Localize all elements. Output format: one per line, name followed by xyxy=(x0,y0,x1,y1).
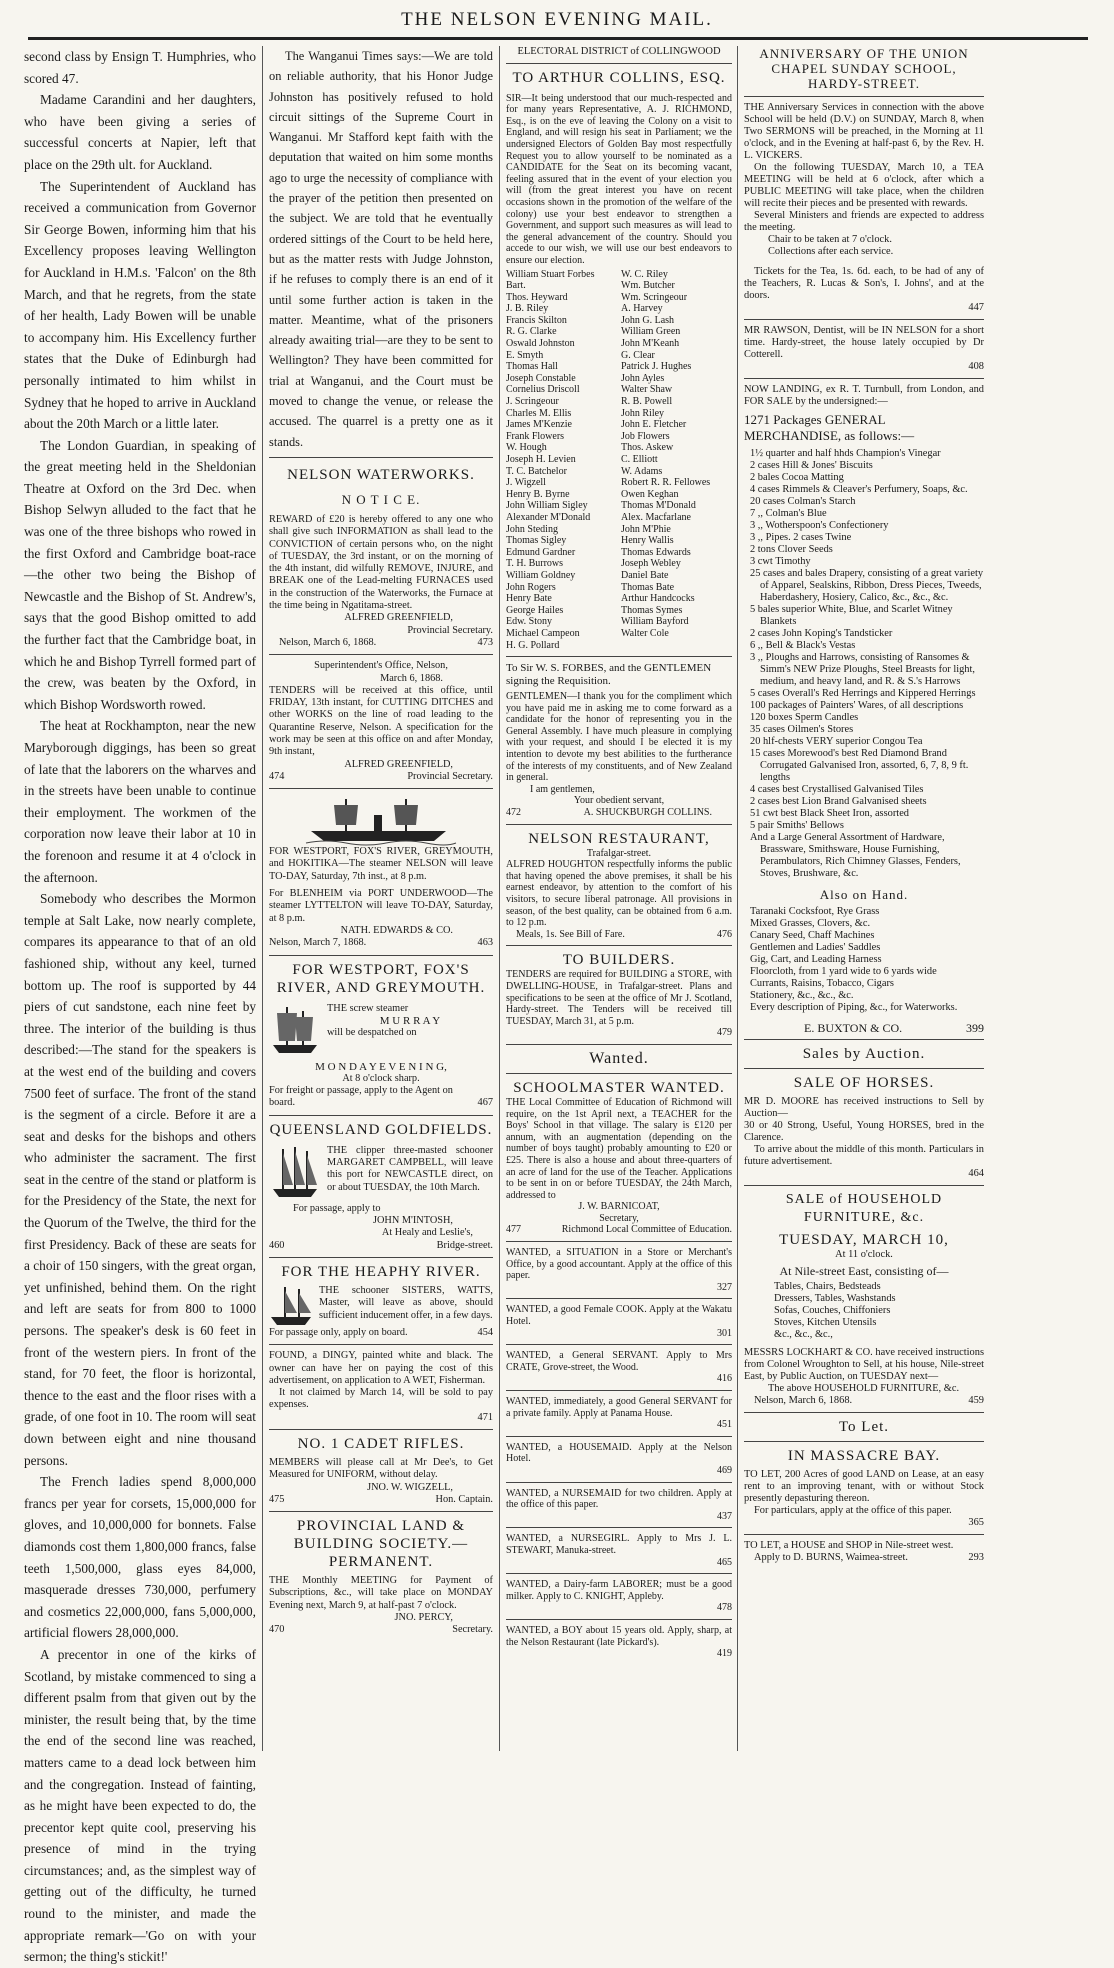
signatory-name: William Bayford xyxy=(621,616,689,628)
ad-body: TENDERS will be received at this office, until FRIDAY, 13th instant, for CUTTING DITCHES and other WORKS on the line of road leading to the Quarantine Reserve, Nelson. A specification for the work may be seen at this office on and after Monday, 9th instant, xyxy=(269,684,493,758)
ad-signature-title: Provincial Secretary. xyxy=(407,770,493,782)
wanted-list xyxy=(506,1241,732,1660)
ad-number: 465 xyxy=(717,1556,732,1568)
wanted-ad xyxy=(506,1625,732,1660)
merchandise-item: 4 cases best Crystallised Galvanised Tiles xyxy=(750,784,924,795)
ad-body: NOW LANDING, ex R. T. Turnbull, from London, and FOR SALE by the undersigned:— xyxy=(744,384,984,407)
ad-number: 463 xyxy=(477,937,493,949)
merchandise-item: And a Large General Assortment of Hardware, Brassware, Smithsware, House Furnishing, Perambulators, Rich Chimney Glasses, Fenders, Stoves, Brushware, &c. xyxy=(750,832,961,879)
signatory-name: John M'Keanh xyxy=(621,338,680,350)
signatory-name: Henry Wallis xyxy=(621,535,674,547)
ad-heading: NELSON WATERWORKS. xyxy=(287,466,475,483)
furniture-item: Tables, Chairs, Bedsteads xyxy=(774,1281,881,1292)
ad-number: 408 xyxy=(968,361,984,372)
merchandise-item: 25 cases and bales Drapery, consisting of a great variety of Apparel, Sealskins, Ribbon, Dress Pieces, Tweeds, Haberdashery, Hosiery, Calico, &c., &c., &c. xyxy=(750,568,984,603)
merchandise-item: 2 cases Hill & Jones' Biscuits xyxy=(750,460,873,471)
ad-number: 476 xyxy=(717,928,732,940)
ad-signature: JNO. W. WIGZELL, xyxy=(367,1481,453,1493)
news-paragraph: The heat at Rockhampton, near the new Maryborough diggings, has been so great of late that the laborers on the wharves and in the streets have been unable to continue their employment. The workmen of the corporation now leave their labor at 10 in the forenoon and resume it at 4 o'clock in the afternoon. xyxy=(24,718,256,885)
merchandise-item: 35 cases Oilmen's Stores xyxy=(750,724,854,735)
merchandise-item: 7 ,, Colman's Blue xyxy=(750,508,827,519)
ad-signature-address: At Healy and Leslie's, xyxy=(381,1227,473,1239)
signatory-name: A. Harvey xyxy=(621,303,663,315)
ad-number: 459 xyxy=(968,1395,984,1406)
ad-number: 460 xyxy=(269,1239,285,1251)
murray-steamer-ad xyxy=(269,961,493,1110)
signatory-name: Thomas Sigley xyxy=(506,535,567,547)
electoral-heading: ELECTORAL DISTRICT of COLLINGWOOD xyxy=(517,46,721,57)
merchandise-item: 20 hlf-chests VERY superior Congou Tea xyxy=(750,736,923,747)
ad-heading: QUEENSLAND GOLDFIELDS. xyxy=(269,1121,493,1138)
furniture-item: Sofas, Couches, Chiffoniers xyxy=(774,1305,891,1316)
ad-body: ALFRED HOUGHTON respectfully informs the public that having opened the above premises, it shall be his earnest endeavor, by attention to the comfort of his visitors, to secure liberal patronage. All provisions in season, of the best quality, can be obtained from 6 a.m. to 12 p.m. xyxy=(506,859,732,929)
wanted-ad xyxy=(506,1442,732,1477)
wanganui-article: The Wanganui Times says:—We are told on reliable authority, that his Honor Judge Johnston has positively refused to hold circuit sittings of the Supreme Court in Wanganui. Mr Stafford kept faith with the deputation that waited on him some months ago to urge the necessity of compliance with the prayer of the petition then presented on the subject. We are told that he eventually ordered sittings of the Court to be held here, but as the matter rests with Judge Johnston, if he refuses to comply there is an end of it until some further action is taken in the matter. Meantime, what of the prisoners already awaiting trial—are they to be sent to Wellington? They have been committed for trial at Wanganui, and the Court must be moved to change the venue, or release the accused. The quarrel is a pretty one as it stands. xyxy=(269,49,493,449)
signatory-name: John Riley xyxy=(621,407,665,419)
ad-number: 467 xyxy=(477,1097,493,1109)
ad-number: 470 xyxy=(269,1624,285,1636)
ad-signature-title: Richmond Local Committee of Education. xyxy=(561,1224,732,1236)
ad-body: FOUND, a DINGY, painted white and black. The owner can have her on paying the cost of this advertisement, on application to A WET, Fisherman. xyxy=(269,1350,493,1386)
reply-body: GENTLEMEN—I thank you for the compliment which you have paid me in asking me to come forward as a candidate for the honor of representing you in the General Assembly. I have much pleasure in complying with your request, and should I be elected it is my intention to devote my best abilities to the furtherance of the interests of my constituents, and of New Zealand in general. xyxy=(506,691,732,784)
ad-date: Nelson, March 7, 1868. xyxy=(269,937,367,949)
ad-signature: JNO. PERCY, xyxy=(394,1612,453,1624)
ad-body: THE Anniversary Services in connection with the above School will be held (D.V.) on SUNDAY, March 8, when Two SERMONS will be preached, in the Morning at 11 o'clock, and in the Evening at half-past 6, by the Rev. H. L. VICKERS. xyxy=(744,102,984,161)
news-paragraph: The French ladies spend 8,000,000 francs per year for corsets, 15,000,000 for gloves, and 10,000,000 for bonnets. False diamonds cost them 1,800,000 francs, false teeth 1,500,000, glass eyes 84,000, masquerade dresses 730,000, perfumery and cosmetics 22,000,000, fans 5,000,000, artificial flowers 28,000,000. xyxy=(24,1474,256,1641)
ad-number: 479 xyxy=(717,1027,732,1039)
signatory-name: Thomas Edwards xyxy=(621,546,691,558)
ad-number: 475 xyxy=(269,1493,285,1505)
ad-signature: E. BUXTON & CO. xyxy=(804,1021,903,1035)
vessel-name: M U R R A Y xyxy=(379,1014,441,1027)
ad-signature-title: Secretary, xyxy=(599,1212,639,1224)
section-heading: Wanted. xyxy=(589,1049,649,1067)
signatory-name: G. Clear xyxy=(621,349,655,361)
ad-body: WANTED, a HOUSEMAID. Apply at the Nelson Hotel. xyxy=(506,1441,732,1465)
ad-number: 454 xyxy=(477,1326,493,1338)
westport-steamer-ad xyxy=(269,846,493,949)
ad-line: THE screw steamer xyxy=(327,1002,409,1014)
signatory-name: W. C. Riley xyxy=(621,268,668,280)
ad-heading: PROVINCIAL LAND & BUILDING SOCIETY.—PERMANENT. xyxy=(293,1518,469,1571)
signatory-name: William Stuart Forbes xyxy=(506,268,595,280)
signatory-name: Arthur Handcocks xyxy=(621,593,695,605)
also-item: Stationery, &c., &c., &c. xyxy=(750,990,854,1001)
column-three xyxy=(506,46,732,1751)
signatory-name: Joseph H. Levien xyxy=(506,454,576,465)
ad-body: WANTED, a General SERVANT. Apply to Mrs CRATE, Grove-street, the Wood. xyxy=(506,1350,732,1373)
ad-number: 447 xyxy=(968,302,984,313)
ad-line: Collections after each service. xyxy=(768,246,894,257)
signatory-name: C. Elliott xyxy=(621,454,658,465)
ad-number: 293 xyxy=(968,1552,984,1563)
ad-line: The above HOUSEHOLD FURNITURE, &c. xyxy=(768,1383,960,1394)
also-item: Mixed Grasses, Clovers, &c. xyxy=(750,918,871,929)
schooner-icon xyxy=(269,1285,313,1327)
news-paragraph: Somebody who describes the Mormon temple at Salt Lake, now nearly complete, compares its appearance to that of an old fashioned ship, without any keel, turned bottom up. The roof is supported by 44 piers of cut sandstone, each nine feet by three. The interior of the building is thus described:—The stand for the speakers is at the west end of the building and covers 7500 feet of surface. The front of the stand is the segment of a circle. Before it are a seat and desks for the bishops and others who administer the sacrament. The first seat in the centre of the stand or platform is for the Presidency of the State, the next for the Quorum of the Twelve, the third for the first Presidency. Back of these are seats for a choir of 150 singers, with the great organ, yet unfinished, behind them. On the right and left are seats for from 800 to 1000 persons. The speaker's desk is 60 feet in front of the western piers. In front of the stand, for 70 feet, the floor is horizontal, thence to the east and the floor rises with a grade, of one foot in 10. The room will seat down between eight and nine thousand persons. xyxy=(24,891,256,1468)
ad-number: 478 xyxy=(717,1602,732,1614)
ad-body: TENDERS are required for BUILDING a STORE, with DWELLING-HOUSE, in Trafalgar-street. Plans and specifications to be seen at the office of Mr J. Scotland, Hardy-street. The Tenders will be received till TUESDAY, March 31, at 5 p.m. xyxy=(506,969,732,1027)
signatory-name: William Green xyxy=(621,326,681,338)
signatory-name: Robert R. R. Fellowes xyxy=(621,477,711,489)
signatory-name: R. B. Powell xyxy=(621,396,673,408)
ad-signature: JOHN M'INTOSH, xyxy=(372,1215,453,1227)
signatories xyxy=(506,269,732,652)
signatory-name: Charles M. Ellis xyxy=(506,407,572,419)
merchandise-list xyxy=(744,448,984,880)
ad-number: 464 xyxy=(968,1168,984,1179)
ad-body: It not claimed by March 14, will be sold to pay expenses. xyxy=(269,1387,493,1411)
masthead xyxy=(0,0,1114,38)
signatory-name: Walter Cole xyxy=(621,627,669,639)
ad-body: MR D. MOORE has received instructions to Sell by Auction— xyxy=(744,1096,984,1119)
wanted-ad xyxy=(506,1304,732,1339)
ad-signature-title: Provincial Secretary. xyxy=(407,624,493,636)
also-item: Canary Seed, Chaff Machines xyxy=(750,930,875,941)
signatory-name: Owen Keghan xyxy=(621,488,679,500)
sailing-ship-icon xyxy=(269,1003,321,1059)
ad-line: For passage, apply to xyxy=(293,1202,381,1214)
signatory-name: Wm. Scringeour xyxy=(621,291,688,303)
merchandise-item: 5 bales superior White, Blue, and Scarlet Witney Blankets xyxy=(750,604,953,627)
signatories-left xyxy=(506,269,617,652)
ad-subheading: Trafalgar-street. xyxy=(586,847,652,859)
merchandise-item: 1½ quarter and half hhds Champion's Vinegar xyxy=(750,448,941,459)
ad-body: 30 or 40 Strong, Useful, Young HORSES, bred in the Clarence. xyxy=(744,1120,984,1143)
ad-number: 365 xyxy=(968,1517,984,1528)
ad-body: For BLENHEIM via PORT UNDERWOOD—The steamer LYTTELTON will leave TO-DAY, Saturday, at 8 p.m. xyxy=(269,888,493,924)
signatory-name: T. H. Burrows xyxy=(506,558,564,570)
column-news xyxy=(24,46,256,1965)
ad-body: THE schooner SISTERS, WATTS, Master, will leave as above, should sufficient inducement offer, in a few days. xyxy=(319,1284,493,1321)
signatory-name: J. B. Riley xyxy=(506,303,549,315)
ad-time: At 8 o'clock sharp. xyxy=(342,1072,420,1084)
signatory-name: J. Wigzell xyxy=(506,477,546,489)
also-item: Currants, Raisins, Tobacco, Cigars xyxy=(750,978,894,989)
merchandise-item: 3 cwt Timothy xyxy=(750,556,811,567)
merchandise-item: 2 cases John Koping's Tandsticker xyxy=(750,628,893,639)
ad-body: Several Ministers and friends are expected to address the meeting. xyxy=(744,210,984,233)
signatory-name: Cornelius Driscoll xyxy=(506,384,580,396)
signatory-name: Thomas Symes xyxy=(621,604,683,616)
ad-signature: NATH. EDWARDS & CO. xyxy=(340,924,453,936)
newspaper-title: THE NELSON EVENING MAIL. xyxy=(401,9,713,30)
signatory-name: Oswald Johnston xyxy=(506,338,575,350)
requisition-body: SIR—It being understood that our much-respected and for many years Representative, A. J. RICHMOND, Esq., is on the eve of leaving the Colony on a visit to England, and will resign his seat in Parliament; we the undersigned Electors of Golden Bay most respectfully Request you to allow yourself to be nominated as a CANDIDATE for the Seat on its becoming vacant, feeling assured that in the event of your election you will (from the great interest you have on recent occasions shown in the promotion of the welfare of the colony) use your best endeavor to strengthen a Government, and support such measures as will lead to the general advancement of the country. Should you accede to our wish, we will use our best endeavors to ensure our election. xyxy=(506,92,732,266)
ad-heading: ANNIVERSARY OF THE UNION CHAPEL SUNDAY SCHOOL, HARDY-STREET. xyxy=(759,46,969,91)
ad-heading: TO BUILDERS. xyxy=(562,952,676,969)
wanted-ad xyxy=(506,1350,732,1385)
ad-number: 471 xyxy=(477,1411,493,1423)
steamship-icon xyxy=(306,795,456,845)
ad-body: THE Monthly MEETING for Payment of Subscriptions, &c., will take place on MONDAY Evening next, March 9, at half-past 7 o'clock. xyxy=(269,1575,493,1611)
wanted-ad xyxy=(506,1396,732,1431)
furniture-item: Dressers, Tables, Washstands xyxy=(774,1293,896,1304)
signatory-name: Thos. Askew xyxy=(621,442,674,454)
ad-body: WANTED, a SITUATION in a Store or Merchant's Office, by a good accountant. Apply at the office of this paper. xyxy=(506,1247,732,1282)
column-divider xyxy=(499,46,500,1751)
ad-number: 399 xyxy=(966,1021,984,1035)
ad-date: TUESDAY, MARCH 10, xyxy=(779,1232,949,1248)
signatory-name: Daniel Bate xyxy=(621,569,669,581)
ad-body: On the following TUESDAY, March 10, a TEA MEETING will be held at 6 o'clock, after which a PUBLIC MEETING will take place, when the children will recite their pieces and be presented with rewards. xyxy=(744,162,984,209)
merchandise-item: 51 cwt best Black Sheet Iron, assorted xyxy=(750,808,909,819)
ad-number: 416 xyxy=(717,1373,732,1385)
ad-heading: NELSON RESTAURANT, xyxy=(528,830,710,847)
merchandise-item: 120 boxes Sperm Candles xyxy=(750,712,859,723)
ad-body: TO LET, 200 Acres of good LAND on Lease, at an easy rent to an improving tenant, with or without Stock presently depasturing thereon. xyxy=(744,1469,984,1504)
ad-signature: ALFRED GREENFIELD, xyxy=(344,758,453,770)
ad-line: Chair to be taken at 7 o'clock. xyxy=(768,234,892,245)
cadet-rifles-ad xyxy=(269,1435,493,1506)
signatory-name: Joseph Webley xyxy=(621,558,681,570)
merchandise-item: 4 cases Rimmels & Cleaver's Perfumery, Soaps, &c. xyxy=(750,484,968,495)
wanted-ad xyxy=(506,1533,732,1568)
ad-body: MESSRS LOCKHART & CO. have received instructions from Colonel Wroughton to Sell, at his house, Nile-street East, by Public Auction, on TUESDAY next— xyxy=(744,1347,984,1382)
requisition-heading: TO ARTHUR COLLINS, ESQ. xyxy=(512,69,726,86)
signatory-name: Thomas M'Donald xyxy=(621,500,696,512)
ad-body: WANTED, a BOY about 15 years old. Apply, sharp, at the Nelson Restaurant (late Pickard's). xyxy=(506,1624,732,1648)
merchandise-item: 15 cases Morewood's best Red Diamond Brand Corrugated Galvanised Iron, assorted, 6, 7, 8, 9 ft. lengths xyxy=(750,748,969,783)
tenders-ad xyxy=(269,660,493,783)
ad-signature-address: Bridge-street. xyxy=(436,1239,493,1251)
ad-body: WANTED, immediately, a good General SERVANT for a private family. Apply at Panama House. xyxy=(506,1396,732,1419)
signatory-name: Edmund Gardner xyxy=(506,546,576,558)
also-item: Every description of Piping, &c., for Waterworks. xyxy=(750,1002,958,1013)
ad-heading: IN MASSACRE BAY. xyxy=(787,1448,941,1464)
signatory-name: Walter Shaw xyxy=(621,384,673,396)
reply-signature: A. SHUCKBURGH COLLINS. xyxy=(583,807,712,819)
signatory-name: Henry Bate xyxy=(506,593,552,605)
section-heading: Sales by Auction. xyxy=(802,1046,926,1062)
ad-signature: ALFRED GREENFIELD, xyxy=(344,612,453,624)
ad-number: 469 xyxy=(717,1464,732,1476)
ad-body: WANTED, a NURSEMAID for two children. Apply at the office of this paper. xyxy=(506,1487,732,1511)
heaphy-ad xyxy=(269,1263,493,1339)
merchandise-item: 2 cases best Lion Brand Galvanised sheets xyxy=(750,796,927,807)
signatory-name: Francis Skilton xyxy=(506,314,567,326)
merchandise-item: 5 pair Smiths' Bellows xyxy=(750,820,844,831)
ad-number: 474 xyxy=(269,770,285,782)
signatory-name: R. G. Clarke xyxy=(506,326,557,338)
signatory-name: William Goldney xyxy=(506,569,576,581)
ad-line: Meals, 1s. See Bill of Fare. xyxy=(516,928,625,940)
ad-number: 477 xyxy=(506,1224,521,1236)
signatory-name: T. C. Batchelor xyxy=(506,465,567,477)
signatory-name: Frank Flowers xyxy=(506,430,565,442)
ad-number: 472 xyxy=(506,807,521,819)
waterworks-ad xyxy=(269,466,493,649)
ad-body: THE clipper three-masted schooner MARGARET CAMPBELL, will leave this port for NEWCASTLE direct, on or about TUESDAY, the 10th March. xyxy=(327,1144,493,1193)
furniture-item: Stoves, Kitchen Utensils xyxy=(774,1317,877,1328)
ad-heading: SALE OF HORSES. xyxy=(793,1075,935,1091)
ad-number: 451 xyxy=(717,1419,732,1431)
ad-line: will be despatched on xyxy=(327,1027,417,1039)
building-society-ad xyxy=(269,1517,493,1636)
signatory-name: Alex. Macfarlane xyxy=(621,511,691,523)
schooner-icon xyxy=(269,1145,321,1203)
ad-body: Tickets for the Tea, 1s. 6d. each, to be had of any of the Teachers, R. Lucas & Son's, I. Johns', and at the doors. xyxy=(744,266,984,301)
masthead-rule xyxy=(28,37,1088,40)
ad-body: THE Local Committee of Education of Richmond will require, on the 1st April next, a TEACHER for the Boys' School in that village. The salary is £120 per annum, with an augmentation (depending on the number of boys taught) probably amounting to £20 or £25. There is also a house and about three-quarters of an acre of land for the use of the Teacher. Applications to be sent in on or before TUESDAY, the 24th March, addressed to xyxy=(506,1096,732,1201)
reply-closing: I am gentlemen, xyxy=(530,783,595,795)
ad-body: For particulars, apply at the office of this paper. xyxy=(754,1505,952,1516)
ad-date: Nelson, March 6, 1868. xyxy=(754,1395,853,1406)
ad-signature-title: Secretary. xyxy=(452,1624,493,1636)
ad-heading: FOR THE HEAPHY RIVER. xyxy=(281,1263,481,1280)
signatory-name: Patrick J. Hughes xyxy=(621,361,692,373)
ad-heading: SALE of HOUSEHOLD FURNITURE, &c. xyxy=(785,1192,943,1225)
merchandise-item: 3 ,, Pipes. 2 cases Twine xyxy=(750,532,852,543)
ad-number: 327 xyxy=(717,1281,732,1293)
signatory-name: Thos. Heyward xyxy=(506,291,568,303)
signatory-name: Wm. Butcher xyxy=(621,280,675,292)
column-divider xyxy=(737,46,738,1751)
merchandise-item: 3 ,, Wotherspoon's Confectionery xyxy=(750,520,889,531)
news-paragraph: The Superintendent of Auckland has received a communication from Governor Sir George Bowen, informing him that his Excellency proposes leaving Wellington for Auckland in H.M.s. 'Falcon' on the 8th March, and that he regrets, from the state of her health, Lady Bowen will be unable to accompany him. His Excellency further states that the Duke of Edinburgh had personally intimated to him whilst in Sydney that he hoped to arrive in Auckland about the 20th March or a little later. xyxy=(24,178,256,432)
ad-number: 301 xyxy=(717,1327,732,1339)
ad-heading: FOR WESTPORT, FOX'S RIVER, AND GREYMOUTH. xyxy=(276,961,486,996)
ad-body: For freight or passage, apply to the Agent on board. xyxy=(269,1085,453,1109)
signatory-name: Thomas Bate xyxy=(621,581,675,593)
signatory-name: Henry B. Byrne xyxy=(506,488,570,500)
ad-line: At Nile-street East, consisting of— xyxy=(779,1264,949,1278)
ad-office: Superintendent's Office, Nelson, xyxy=(314,660,448,672)
signatory-name: John Steding xyxy=(506,523,558,535)
merchandise-item: 100 packages of Painters' Wares, of all descriptions xyxy=(750,700,964,711)
ad-time: At 11 o'clock. xyxy=(835,1249,893,1260)
ad-signature-title: Hon. Captain. xyxy=(435,1493,493,1505)
queensland-ad xyxy=(269,1121,493,1252)
signatory-name: J. Scringeour xyxy=(506,396,559,408)
news-paragraph: A precentor in one of the kirks of Scotland, by mistake commenced to sing a different psalm from that given out by the minister, the result being that, by the time the end of the second line was reached, matters came to a dead lock between him and the congregation. Instead of fainting, as he might have been expected to do, the precentor kept quite cool, preserving his presence of mind in the trying circumstances; and, as the simplest way of getting out of the difficulty, he turned round to the minister, and made the appropriate remark—'Go on with your sermon; the thing's stickit!' xyxy=(24,1646,256,1965)
ad-signature: J. W. BARNICOAT, xyxy=(578,1201,660,1213)
signatory-name: George Hailes xyxy=(506,604,564,616)
furniture-list xyxy=(744,1281,984,1341)
signatory-name: Bart. xyxy=(506,280,526,292)
news-paragraph: The London Guardian, in speaking of the great meeting held in the Sheldonian Theatre at Oxford on the 3rd Dec. when Bishop Selwyn alluded to the fact that he was one of the three bishops who rowed in the first Oxford and Cambridge boat-race—the other two being the Bishop of Newcastle and the Bishop of St. Andrew's, says that the good Bishop omitted to add the further fact that the Cambridge boat, in which he and Bishop Tyrrell formed part of the crew, was beaten by the Oxford, in which Bishop Wordsworth rowed. xyxy=(24,437,256,712)
ad-heading: 1271 Packages GENERAL MERCHANDISE, as follows:— xyxy=(744,412,915,443)
ad-body: REWARD of £20 is hereby offered to any one who shall give such INFORMATION as shall lead to the CONVICTION of certain persons who, on the night of TUESDAY, the 3rd instant, or on the morning of the 4th instant, did wilfully REMOVE, INJURE, and BREAK one of the Lead-melting FURNACES used in the construction of the Waterworks, the Furnace at the time being in Ngatitama-street. xyxy=(269,513,493,612)
also-list xyxy=(744,906,984,1014)
signatories-right xyxy=(621,269,732,652)
signatory-name: Michael Campeon xyxy=(506,627,580,639)
ad-body: MEMBERS will please call at Mr Dee's, to Get Measured for UNIFORM, without delay. xyxy=(269,1457,493,1481)
signatory-name: Alexander M'Donald xyxy=(506,511,591,523)
ad-body: TO LET, a HOUSE and SHOP in Nile-street west. xyxy=(744,1540,954,1551)
ad-number: 419 xyxy=(717,1648,732,1660)
signatory-name: John William Sigley xyxy=(506,500,588,512)
column-divider xyxy=(262,46,263,1751)
merchandise-item: 20 cases Colman's Starch xyxy=(750,496,856,507)
ad-subheading: Also on Hand. xyxy=(819,887,909,902)
ad-date: March 6, 1868. xyxy=(380,672,443,684)
merchandise-item: 2 bales Cocoa Matting xyxy=(750,472,844,483)
signatory-name: W. Adams xyxy=(621,465,663,477)
signatory-name: W. Hough xyxy=(506,442,547,454)
column-two xyxy=(269,46,493,1751)
ad-number: 437 xyxy=(717,1510,732,1522)
ad-body: WANTED, a NURSEGIRL. Apply to Mrs J. L. STEWART, Manuka-street. xyxy=(506,1533,732,1556)
wanted-ad xyxy=(506,1579,732,1614)
signatory-name: John G. Lash xyxy=(621,314,675,326)
signatory-name: John M'Phie xyxy=(621,523,671,535)
wanted-ad xyxy=(506,1247,732,1293)
ad-body: FOR WESTPORT, FOX'S RIVER, GREYMOUTH, and HOKITIKA—The steamer NELSON will leave TO-DAY, Saturday, 7th inst., at 8 p.m. xyxy=(269,846,493,882)
merchandise-item: 5 cases Overall's Red Herrings and Kippered Herrings xyxy=(750,688,976,699)
column-four xyxy=(744,46,1088,1751)
signatory-name: John E. Fletcher xyxy=(621,419,687,431)
wanted-ad xyxy=(506,1488,732,1523)
ad-body: WANTED, a good Female COOK. Apply at the Wakatu Hotel. xyxy=(506,1304,732,1328)
signatory-name: E. Smyth xyxy=(506,349,544,361)
ad-line: Apply to D. BURNS, Waimea-street. xyxy=(754,1552,908,1563)
merchandise-item: 3 ,, Ploughs and Harrows, consisting of Ransomes & Simm's NEW Prize Ploughs, Steel Breasts for light, medium, and heavy land, and R. & S.'s Harrows xyxy=(750,652,975,687)
ad-body: WANTED, a Dairy-farm LABORER; must be a good milker. Apply to C. KNIGHT, Appleby. xyxy=(506,1579,732,1602)
news-paragraph: Madame Carandini and her daughters, who have been giving a series of successful concerts at Napier, left that place on the 29th ult. for Auckland. xyxy=(24,92,256,172)
also-item: Taranaki Cocksfoot, Rye Grass xyxy=(750,906,880,917)
ad-heading: NO. 1 CADET RIFLES. xyxy=(297,1436,465,1452)
signatory-name: John Ayles xyxy=(621,372,665,384)
news-paragraph: second class by Ensign T. Humphries, who scored 47. xyxy=(24,49,256,86)
ad-departure: M O N D A Y E V E N I N G, xyxy=(315,1060,447,1073)
ad-date: Nelson, March 6, 1868. xyxy=(279,636,377,648)
merchandise-item: 6 ,, Bell & Black's Vestas xyxy=(750,640,856,651)
reply-closing: Your obedient servant, xyxy=(573,795,665,807)
ad-line: For passage only, apply on board. xyxy=(269,1326,408,1338)
ad-subheading: N O T I C E. xyxy=(341,491,421,507)
signatory-name: Job Flowers xyxy=(621,430,670,442)
signatory-name: H. G. Pollard xyxy=(506,639,560,651)
reply-heading: To Sir W. S. FORBES, and the GENTLEMEN signing the Requisition. xyxy=(506,662,712,688)
signatory-name: Joseph Constable xyxy=(506,372,576,384)
ad-body: MR RAWSON, Dentist, will be IN NELSON for a short time. Hardy-street, the house lately occupied by Dr Cotterell. xyxy=(744,325,984,360)
also-item: Gig, Cart, and Leading Harness xyxy=(750,954,882,965)
dingy-ad xyxy=(269,1350,493,1424)
signatory-name: Thomas Hall xyxy=(506,361,558,373)
ad-number: 473 xyxy=(477,636,493,648)
signatory-name: Edw. Stony xyxy=(506,616,553,628)
merchandise-item: 2 tons Clover Seeds xyxy=(750,544,833,555)
furniture-item: &c., &c., &c., xyxy=(774,1329,833,1340)
ad-heading: SCHOOLMASTER WANTED. xyxy=(513,1079,725,1096)
also-item: Floorcloth, from 1 yard wide to 6 yards wide xyxy=(750,966,937,977)
ad-body: To arrive about the middle of this month. Particulars in future advertisement. xyxy=(744,1144,984,1167)
steamship-illustration xyxy=(269,794,493,846)
also-item: Gentlemen and Ladies' Saddles xyxy=(750,942,881,953)
signatory-name: James M'Kenzie xyxy=(506,419,572,431)
section-heading: To Let. xyxy=(838,1419,890,1435)
signatory-name: John Rogers xyxy=(506,581,556,593)
